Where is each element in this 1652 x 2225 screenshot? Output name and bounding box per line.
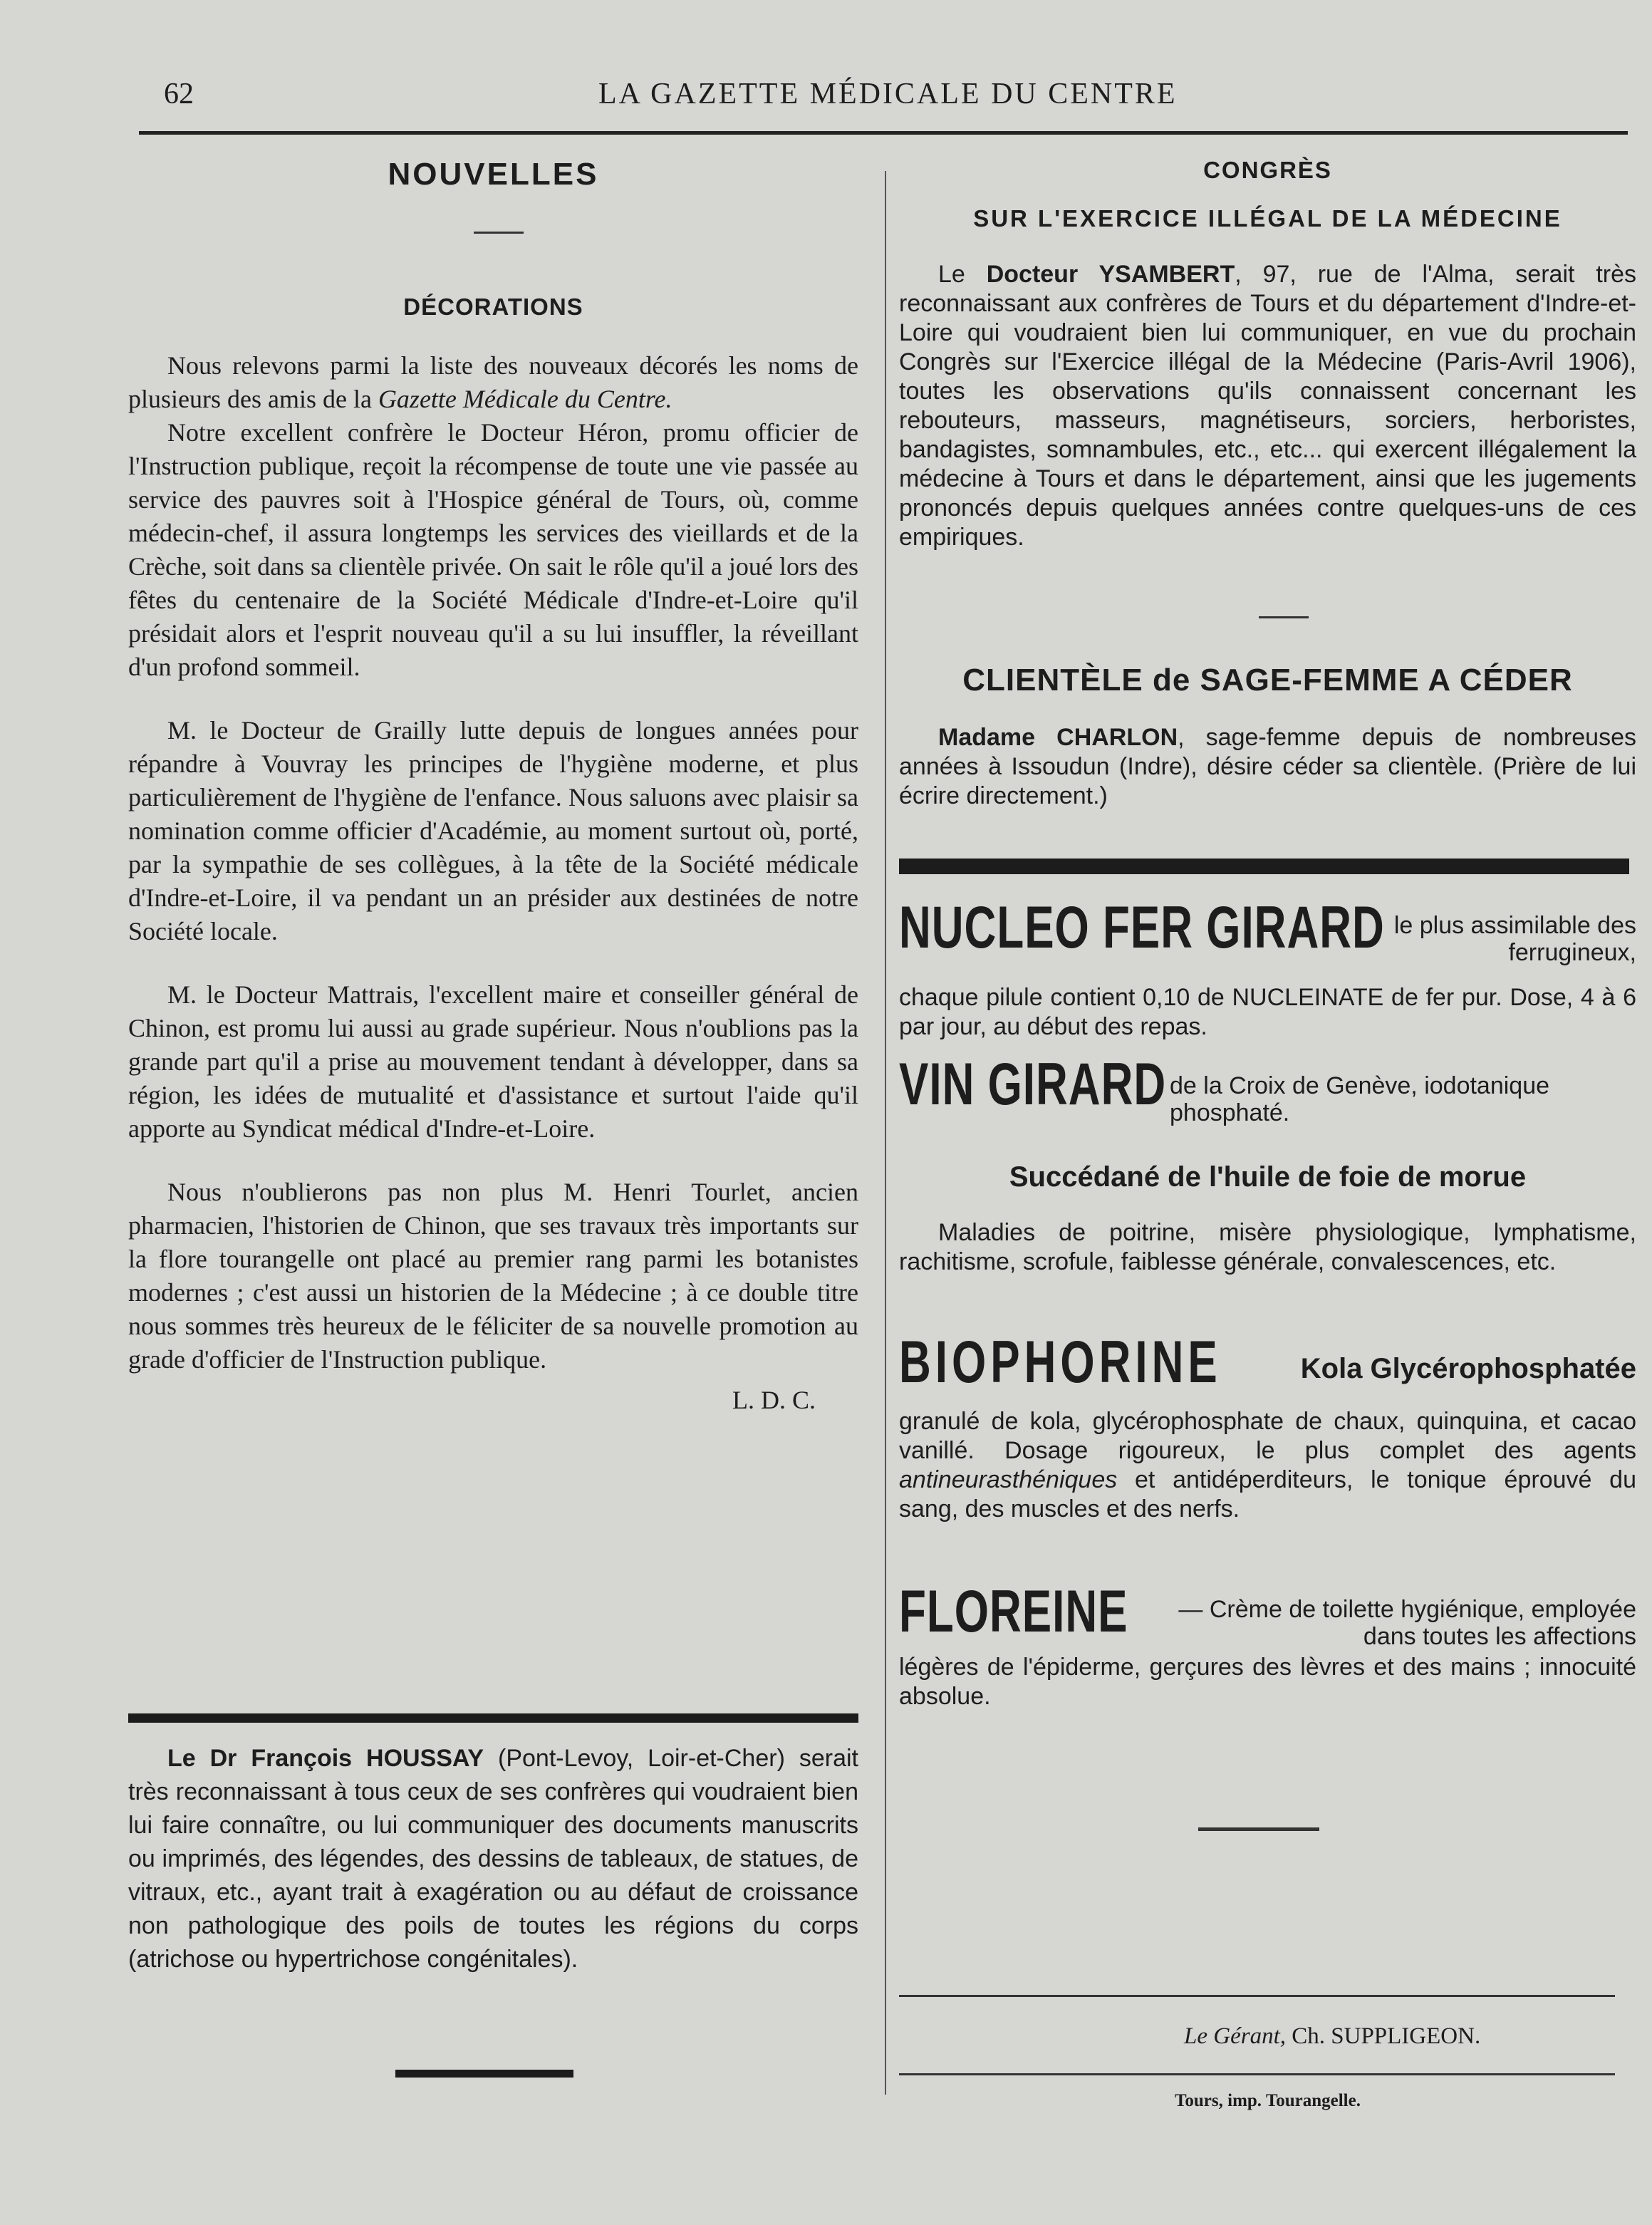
bio-text-2: et antidéperditeurs, le tonique éprouvé du sang, des muscles et des nerfs. <box>899 1466 1636 1523</box>
gerant-line <box>1184 2023 1480 2050</box>
ad-vin-girard <box>899 1051 1636 1140</box>
imprint: Tours, imp. Tourangelle. <box>1175 2091 1361 2110</box>
vin-side-text: de la Croix de Genève, iodotanique phosphaté. <box>1170 1072 1550 1126</box>
section-divider-rule <box>128 1713 858 1723</box>
houssay-paragraph <box>128 1742 858 1976</box>
article-decorations <box>128 349 858 1417</box>
page-number: 62 <box>164 78 194 110</box>
nucleo-body <box>899 983 1636 1042</box>
header-rule <box>139 131 1628 135</box>
floreine-end-rule <box>1198 1827 1319 1831</box>
gerant-label: Le Gérant, <box>1184 2023 1286 2049</box>
ysambert-name: Docteur YSAMBERT <box>986 261 1235 288</box>
bio-title: BIOPHORINE <box>899 1329 1222 1396</box>
paragraph-heron: Notre excellent confrère le Docteur Héron, promu officier de l'Instruction publique, reçoit la récompense de toute une vie passée au service des pauvres soit à l'Hospice général de Tours, où, comme médecin-chef, il assura longtemps les services des vieillards et de la Crèche, soit dans sa clientèle privée. On sait le rôle qu'il a joué lors des fêtes du centenaire de la Société Médicale d'Indre-et-Loire qu'il présidait alors et l'esprit nouveau qu'il a su lui insuffler, la réveillant d'un profond sommeil. <box>128 418 858 681</box>
section-title-nouvelles: NOUVELLES <box>388 157 599 192</box>
ysambert-text: , 97, rue de l'Alma, serait très reconnaissant aux confrères de Tours et du département d'Indre-et-Loire qui voudraient bien lui communiquer, en vue du prochain Congrès sur l'Exercice illégal de la Médecine (Paris-Avril 1906), toutes les observations qu'ils connaissent concernant les rebouteurs, masseurs, magnétiseurs, sorciers, herboristes, bandagistes, somnambules, etc., etc... qui exercent illégalement la médecine à Tours et dans le département, ainsi que les jugements prononcés depuis quelques années contre quelques-uns de ces empiriques. <box>899 261 1637 551</box>
floreine-body <box>899 1653 1636 1711</box>
clientele-title: CLIENTÈLE de SAGE-FEMME A CÉDER <box>962 663 1573 697</box>
bio-text <box>899 1407 1636 1524</box>
gazette-title-italic: Gazette Médicale du Centre. <box>378 385 672 413</box>
article-ysambert <box>899 260 1636 552</box>
vin-title-box <box>899 1051 1167 1119</box>
floreine-text: légères de l'épiderme, gerçures des lèvres et des mains ; innocuité absolue. <box>899 1654 1636 1710</box>
charlon-text: , sage-femme depuis de nombreuses années à Issoudun (Indre), désire céder sa clientèle. (Prière de lui écrire directement.) <box>899 724 1636 809</box>
bottom-short-rule <box>395 2070 573 2078</box>
bio-text-italic: antineurasthéniques <box>899 1466 1118 1493</box>
paragraph-1 <box>128 349 858 416</box>
charlon-paragraph <box>899 723 1636 811</box>
nucleo-text: chaque pilule contient 0,10 de NUCLEINATE de fer pur. Dose, 4 à 6 par jour, au début des repas. <box>899 984 1636 1040</box>
ads-divider-rule <box>899 859 1629 874</box>
bio-side-text: Kola Glycérophosphatée <box>1300 1353 1636 1384</box>
floreine-title-box <box>899 1578 1128 1646</box>
ysambert-pre: Le <box>938 261 987 288</box>
paragraph-grailly: M. le Docteur de Grailly lutte depuis de longues années pour répandre à Vouvray les principes de l'hygiène moderne, et plus particulièrement de l'hygiène de l'enfance. Nous saluons avec plaisir sa nomination comme officier d'Académie, au moment surtout où, porté, par la sympathie de ses collègues, à la tête de la Société médicale d'Indre-et-Loire, il va pendant un an présider aux destinées de notre Société locale. <box>128 716 858 945</box>
nucleo-title: NUCLEO FER GIRARD <box>899 894 1385 961</box>
vin-title: VIN GIRARD <box>899 1051 1167 1118</box>
article-charlon <box>899 723 1636 811</box>
gerant-name: Ch. SUPPLIGEON. <box>1292 2023 1481 2049</box>
nucleo-side-text: le plus assimilable des ferrugineux, <box>1393 912 1636 966</box>
succedane-heading: Succédané de l'huile de foie de morue <box>1009 1161 1527 1193</box>
column-separator <box>885 171 886 2095</box>
succedane-body <box>899 1218 1636 1277</box>
paragraph-1-text: Nous relevons parmi la liste des nouveaux décorés les noms de plusieurs des amis de la <box>128 351 858 413</box>
bio-text-1: granulé de kola, glycérophosphate de chaux, quinquina, et cacao vanillé. Dosage rigoureux, le plus complet des agents <box>899 1408 1636 1464</box>
houssay-text: (Pont-Levoy, Loir-et-Cher) serait très reconnaissant à tous ceux de ses confrères qui voudraient bien lui faire connaître, ou lui communiquer des documents manuscrits ou imprimés, des légendes, des dessins de tableaux, de statues, de vitraux, etc., ayant trait à exagération ou au défaut de croissance non pathologique des poils de toutes les régions du corps (atrichose ou hypertrichose congénitales). <box>128 1745 858 1973</box>
signature: L. D. C. <box>732 1386 816 1414</box>
short-rule-right <box>1259 616 1309 618</box>
congres-subtitle: SUR L'EXERCICE ILLÉGAL DE LA MÉDECINE <box>973 205 1562 232</box>
footer-rule-bottom <box>899 2073 1615 2075</box>
ysambert-paragraph <box>899 260 1636 552</box>
houssay-name: Le Dr François HOUSSAY <box>167 1745 484 1772</box>
charlon-name: Madame CHARLON <box>938 724 1178 751</box>
succedane-text: Maladies de poitrine, misère physiologique, lymphatisme, rachitisme, scrofule, faiblesse générale, convalescences, etc. <box>899 1219 1636 1275</box>
journal-title: LA GAZETTE MÉDICALE DU CENTRE <box>598 78 1178 110</box>
floreine-side-text: — Crème de toilette hygiénique, employée dans toutes les affections <box>1178 1596 1636 1650</box>
paragraph-mattrais: M. le Docteur Mattrais, l'excellent maire et conseiller général de Chinon, est promu lui aussi au grade supérieur. Nous n'oublions pas la grande part qu'il a prise au mouvement tendant à développer, dans sa région, les idées de mutualité et d'assistance et surtout l'aide qu'il apporte au Syndicat médical d'Indre-et-Loire. <box>128 980 858 1143</box>
subsection-title-decorations: DÉCORATIONS <box>403 294 583 320</box>
congres-title: CONGRÈS <box>1203 157 1332 183</box>
article-houssay <box>128 1742 858 1976</box>
paragraph-tourlet: Nous n'oublierons pas non plus M. Henri Tourlet, ancien pharmacien, l'historien de Chinon, que ses travaux très importants sur la flore tourangelle ont placé au premier rang parmi les botanistes modernes ; c'est aussi un historien de la Médecine ; à ce double titre nous sommes très heureux de le féliciter de sa nouvelle promotion au grade d'officier de l'Instruction publique. <box>128 1178 858 1374</box>
floreine-title: FLOREINE <box>899 1578 1128 1645</box>
bio-body <box>899 1407 1636 1524</box>
short-rule <box>474 232 524 234</box>
footer-rule-top <box>899 1995 1615 1997</box>
ad-biophorine <box>899 1329 1636 1411</box>
bio-title-box <box>899 1329 1222 1396</box>
nucleo-title-box <box>899 894 1385 962</box>
